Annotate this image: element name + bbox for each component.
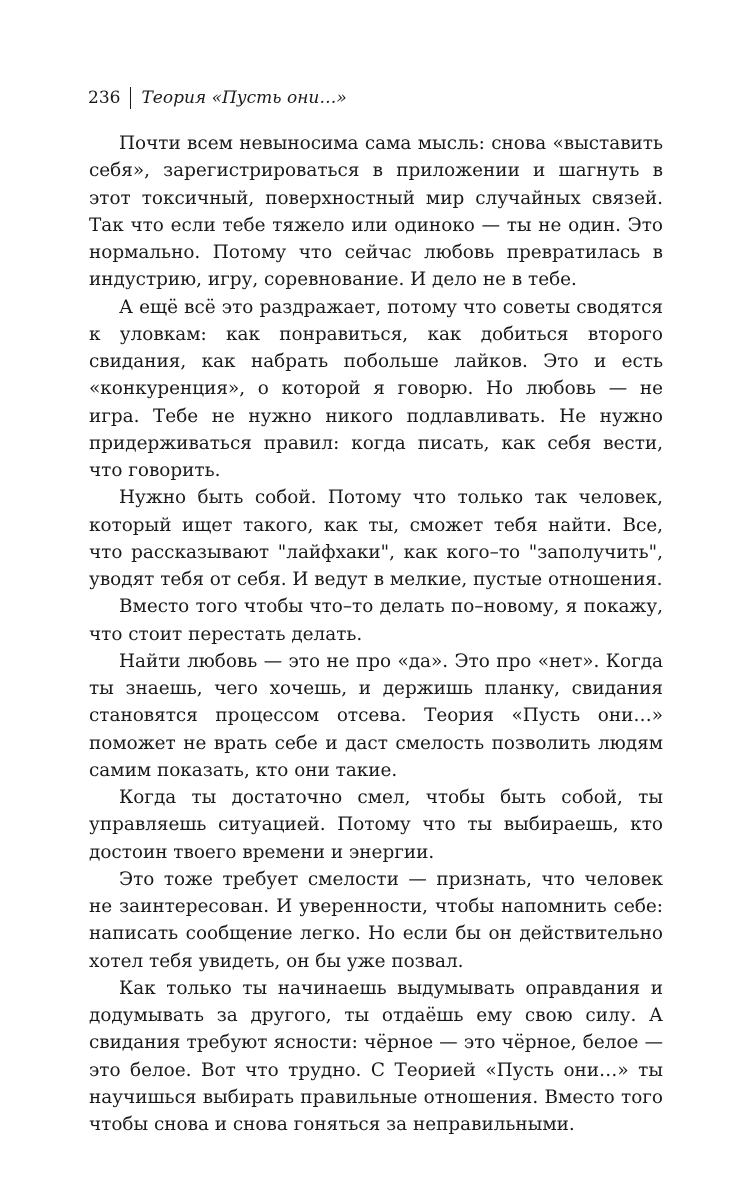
paragraph: Найти любовь — это не про «да». Это про «нет». Когда ты знаешь, чего хочешь, и держишь планку, свидания становятся процессом отсева. Теория «Пусть они…» поможет не врать себе и даст смелость позволить людям самим показать, кто они такие. <box>89 650 663 781</box>
header-divider <box>130 87 131 109</box>
running-head <box>88 86 347 110</box>
paragraph: Вместо того чтобы что–то делать по–новому, я покажу, что стоит перестать делать. <box>89 596 663 645</box>
paragraph: А ещё всё это раздражает, потому что советы сводятся к уловкам: как понравиться, как добиться второго свидания, как набрать побольше лайков. Это и есть «конкуренция», о которой я говорю. Но любовь — не игра. Тебе не нужно никого подлавливать. Не нужно придерживаться правил: когда писать, как себя вести, что говорить. <box>89 296 663 481</box>
running-title: Теория «Пусть они…» <box>141 88 347 108</box>
page-number: 236 <box>88 88 121 108</box>
body-text <box>89 130 663 1138</box>
paragraph: Почти всем невыносима сама мысль: снова «выставить себя», зарегистрироваться в приложении и шагнуть в этот токсичный, поверхностный мир случайных связей. Так что если тебе тяжело или одиноко — ты не один. Это нормально. Потому что сейчас любовь превратилась в индустрию, игру, соревнование. И дело не в тебе. <box>89 133 663 291</box>
paragraph: Это тоже требует смелости — признать, что человек не заинтересован. И уверенности, чтобы напомнить себе: написать сообщение легко. Но если бы он действительно хотел тебя увидеть, он бы уже позвал. <box>89 868 663 972</box>
paragraph: Нужно быть собой. Потому что только так человек, который ищет такого, как ты, сможет тебя найти. Все, что рассказывают "лайфхаки", как кого–то "заполучить", уводят тебя от себя. И ведут в мелкие, пустые отношения. <box>89 487 663 590</box>
paragraph: Когда ты достаточно смел, чтобы быть собой, ты управляешь ситуацией. Потому что ты выбираешь, кто достоин твоего времени и энергии. <box>89 787 663 863</box>
paragraph: Как только ты начинаешь выдумывать оправдания и додумывать за другого, ты отдаёшь ему свою силу. А свидания требуют ясности: чёрное — это чёрное, белое — это белое. Вот что трудно. С Теорией «Пусть они…» ты научишься выбирать правильные отношения. Вместо того чтобы снова и снова гоняться за неправильными. <box>89 977 663 1135</box>
